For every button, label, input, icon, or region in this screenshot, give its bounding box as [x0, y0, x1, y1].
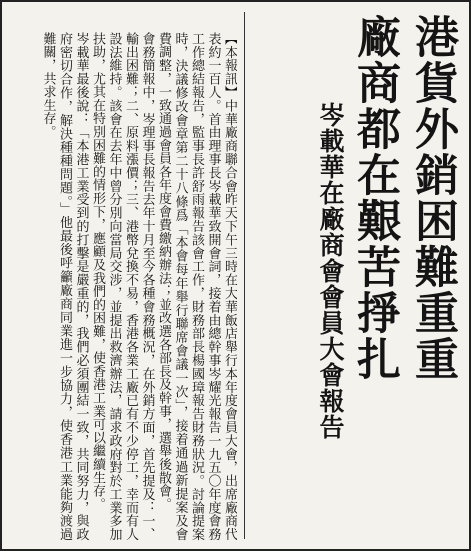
headline-line-1: 港貨外銷困難重重	[407, 14, 458, 382]
headline-line-2: 廠商都在艱苦掙扎	[349, 14, 400, 382]
article-paragraph-3: 岑載華最後說：「本港工業受到的打擊是嚴重的，我們必須團結一致，共同努力，與政府密切合作，解決種種問題。」他最後呼籲廠商同業進一步協力，使香港工業能夠渡過難關，共求生存。	[40, 32, 89, 541]
headline	[345, 14, 461, 549]
article-body	[10, 32, 237, 541]
article-paragraph-1: 【本報訊】中華廠商聯合會昨天下午三時在大華飯店舉行本年度會員大會，出席廠商代表約一百人。首由理事長岑載華致開會詞，接着由總幹事岑耀光報告一九五〇年度會務工作總結報告，監事長許舒雨報告該會工作，財務部長楊國璋報告財務狀況。討論提案時，決議修改會章第二十八條爲「本會每年舉行聯席會議一次」，接着通過新提案及會費調整，一致通過會員各年度會費繳納辦法；並改選各部長及幹事，選舉後散會。	[156, 32, 237, 541]
article-paragraph-2: 會務簡報中，岑理事長報告去年十月至今各種會務概況，在外銷方面，首先提及：一、輸出困難；二、原料漲價；三、港幣兌換不易，香港各業工廠已有不少停工，幸而有人設法維持。該會在去年中曾分別向當局交涉，並提出救濟辦法，請求政府對於工業多加扶助，尤其在特別困難的情形下，應顧及我們的困難，使香港工業可以繼續生存。	[90, 32, 155, 541]
column-divider	[244, 12, 245, 539]
subheadline: 岑載華在廠商會會員大會報告	[316, 102, 345, 440]
